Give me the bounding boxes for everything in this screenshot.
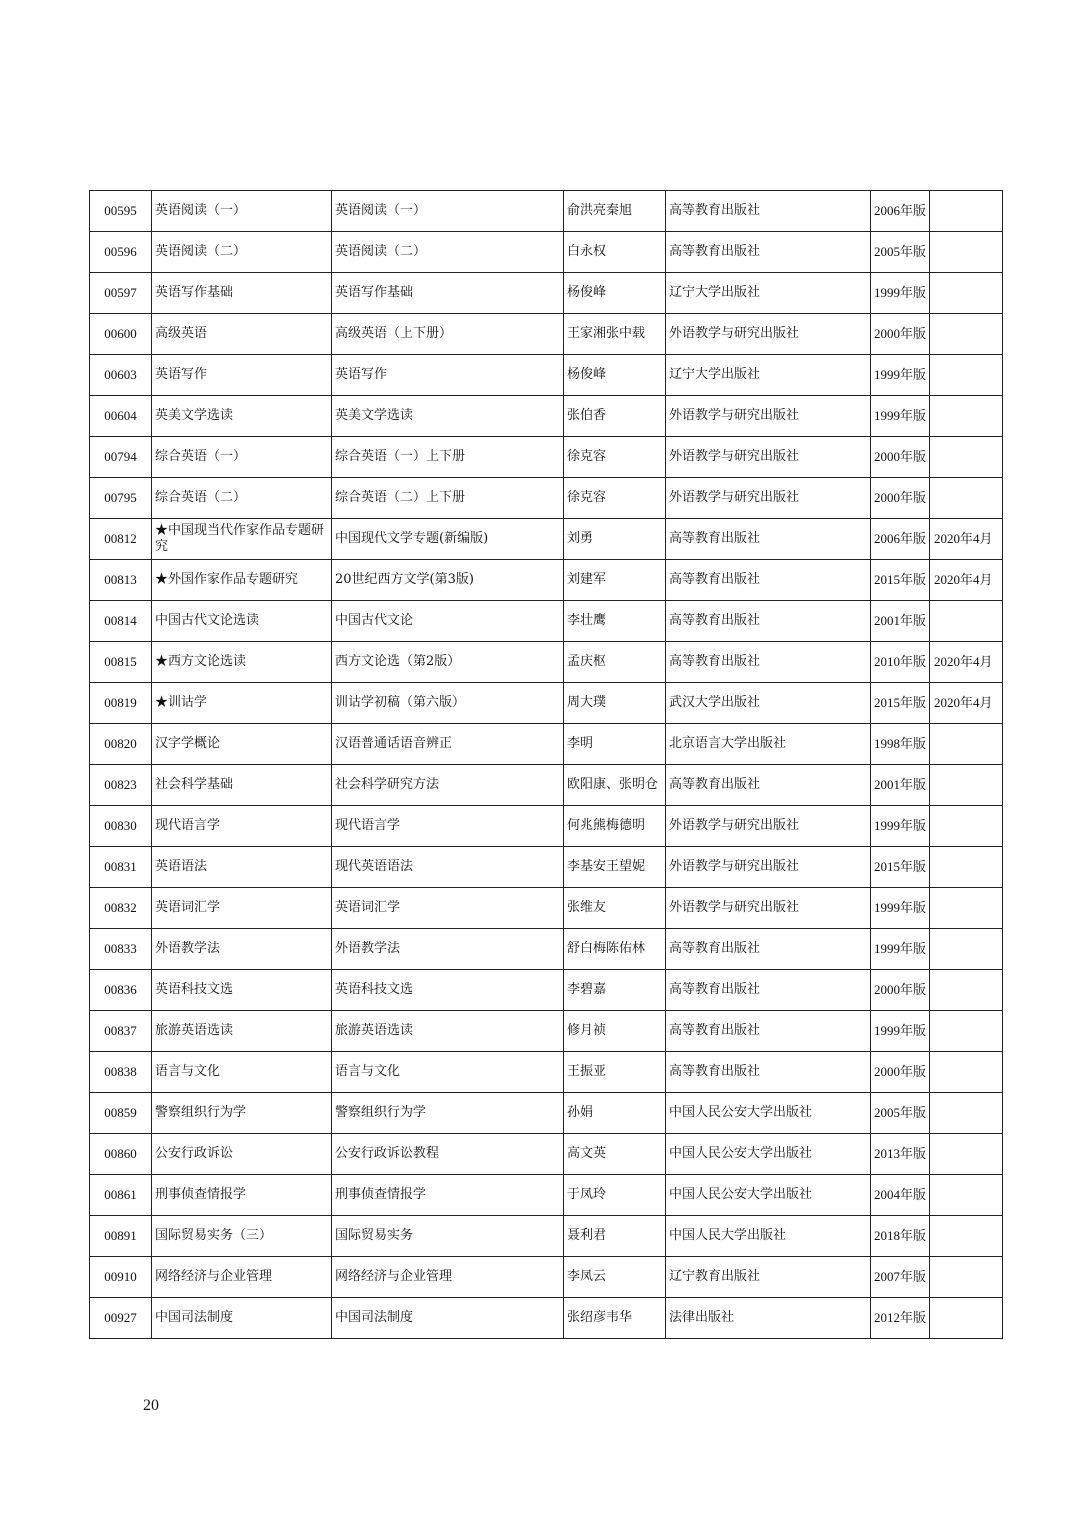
author-cell: 徐克容 (564, 437, 666, 478)
course-name-cell: 国际贸易实务（三） (152, 1216, 332, 1257)
effective-date-cell: 2020年4月 (930, 560, 1003, 601)
effective-date-cell (930, 601, 1003, 642)
course-name-cell: 综合英语（一） (152, 437, 332, 478)
textbook-title-cell: 英语阅读（一） (332, 191, 564, 232)
table-row (90, 970, 1003, 1011)
publisher-cell: 高等教育出版社 (666, 519, 871, 560)
edition-year-cell: 2015年版 (871, 560, 930, 601)
course-name-cell: 警察组织行为学 (152, 1093, 332, 1134)
author-cell: 李明 (564, 724, 666, 765)
table-row (90, 1175, 1003, 1216)
author-cell: 张维友 (564, 888, 666, 929)
course-code-cell: 00837 (90, 1011, 152, 1052)
table-row (90, 601, 1003, 642)
author-cell: 高文英 (564, 1134, 666, 1175)
course-code-cell: 00831 (90, 847, 152, 888)
publisher-cell: 高等教育出版社 (666, 929, 871, 970)
course-name-cell: ★外国作家作品专题研究 (152, 560, 332, 601)
table-row (90, 437, 1003, 478)
textbook-title-cell: 警察组织行为学 (332, 1093, 564, 1134)
effective-date-cell (930, 232, 1003, 273)
publisher-cell: 高等教育出版社 (666, 601, 871, 642)
course-code-cell: 00814 (90, 601, 152, 642)
effective-date-cell (930, 314, 1003, 355)
effective-date-cell (930, 765, 1003, 806)
effective-date-cell (930, 1175, 1003, 1216)
course-name-cell: 公安行政诉讼 (152, 1134, 332, 1175)
publisher-cell: 外语教学与研究出版社 (666, 478, 871, 519)
table-row (90, 1093, 1003, 1134)
publisher-cell: 外语教学与研究出版社 (666, 396, 871, 437)
textbook-title-cell: 英美文学选读 (332, 396, 564, 437)
course-name-cell: 英语阅读（一） (152, 191, 332, 232)
course-name-cell: 英语词汇学 (152, 888, 332, 929)
publisher-cell: 中国人民公安大学出版社 (666, 1093, 871, 1134)
course-code-cell: 00596 (90, 232, 152, 273)
textbook-title-cell: 英语写作基础 (332, 273, 564, 314)
author-cell: 孙娟 (564, 1093, 666, 1134)
author-cell: 孟庆枢 (564, 642, 666, 683)
publisher-cell: 高等教育出版社 (666, 560, 871, 601)
effective-date-cell (930, 191, 1003, 232)
course-code-cell: 00815 (90, 642, 152, 683)
textbook-title-cell: 网络经济与企业管理 (332, 1257, 564, 1298)
textbook-title-cell: 现代语言学 (332, 806, 564, 847)
publisher-cell: 高等教育出版社 (666, 1011, 871, 1052)
course-name-cell: 英语写作 (152, 355, 332, 396)
edition-year-cell: 1999年版 (871, 355, 930, 396)
textbook-table (89, 190, 1003, 1339)
course-code-cell: 00860 (90, 1134, 152, 1175)
publisher-cell: 高等教育出版社 (666, 1052, 871, 1093)
edition-year-cell: 2012年版 (871, 1298, 930, 1339)
effective-date-cell: 2020年4月 (930, 683, 1003, 724)
edition-year-cell: 1999年版 (871, 806, 930, 847)
course-name-cell: 英语科技文选 (152, 970, 332, 1011)
author-cell: 张绍彦韦华 (564, 1298, 666, 1339)
effective-date-cell (930, 1052, 1003, 1093)
table-row (90, 1052, 1003, 1093)
textbook-title-cell: 外语教学法 (332, 929, 564, 970)
page-number: 20 (143, 1397, 159, 1414)
publisher-cell: 高等教育出版社 (666, 970, 871, 1011)
author-cell: 李基安王望妮 (564, 847, 666, 888)
author-cell: 徐克容 (564, 478, 666, 519)
author-cell: 舒白梅陈佑林 (564, 929, 666, 970)
course-code-cell: 00838 (90, 1052, 152, 1093)
edition-year-cell: 2001年版 (871, 601, 930, 642)
edition-year-cell: 2000年版 (871, 970, 930, 1011)
course-code-cell: 00910 (90, 1257, 152, 1298)
course-code-cell: 00836 (90, 970, 152, 1011)
edition-year-cell: 2001年版 (871, 765, 930, 806)
textbook-title-cell: 英语写作 (332, 355, 564, 396)
table-row (90, 888, 1003, 929)
publisher-cell: 武汉大学出版社 (666, 683, 871, 724)
textbook-title-cell: 中国司法制度 (332, 1298, 564, 1339)
textbook-title-cell: 语言与文化 (332, 1052, 564, 1093)
publisher-cell: 外语教学与研究出版社 (666, 806, 871, 847)
author-cell: 张伯香 (564, 396, 666, 437)
table-row (90, 1298, 1003, 1339)
course-name-cell: 英语语法 (152, 847, 332, 888)
table-row (90, 724, 1003, 765)
course-name-cell: 中国司法制度 (152, 1298, 332, 1339)
table-row (90, 642, 1003, 683)
edition-year-cell: 2000年版 (871, 314, 930, 355)
effective-date-cell (930, 273, 1003, 314)
edition-year-cell: 2000年版 (871, 437, 930, 478)
course-name-cell: 刑事侦查情报学 (152, 1175, 332, 1216)
effective-date-cell (930, 1093, 1003, 1134)
textbook-title-cell: 高级英语（上下册） (332, 314, 564, 355)
textbook-title-cell: 英语科技文选 (332, 970, 564, 1011)
course-code-cell: 00833 (90, 929, 152, 970)
textbook-title-cell: 中国现代文学专题(新编版) (332, 519, 564, 560)
course-name-cell: 旅游英语选读 (152, 1011, 332, 1052)
effective-date-cell (930, 929, 1003, 970)
textbook-title-cell: 综合英语（二）上下册 (332, 478, 564, 519)
table-row (90, 314, 1003, 355)
textbook-title-cell: 训诂学初稿（第六版） (332, 683, 564, 724)
publisher-cell: 高等教育出版社 (666, 191, 871, 232)
table-row (90, 1216, 1003, 1257)
course-code-cell: 00794 (90, 437, 152, 478)
edition-year-cell: 2000年版 (871, 1052, 930, 1093)
author-cell: 俞洪亮秦旭 (564, 191, 666, 232)
textbook-title-cell: 国际贸易实务 (332, 1216, 564, 1257)
textbook-title-cell: 现代英语语法 (332, 847, 564, 888)
course-name-cell: 英美文学选读 (152, 396, 332, 437)
course-code-cell: 00859 (90, 1093, 152, 1134)
edition-year-cell: 2007年版 (871, 1257, 930, 1298)
course-code-cell: 00823 (90, 765, 152, 806)
effective-date-cell (930, 355, 1003, 396)
edition-year-cell: 1999年版 (871, 1011, 930, 1052)
course-name-cell: 社会科学基础 (152, 765, 332, 806)
textbook-title-cell: 社会科学研究方法 (332, 765, 564, 806)
edition-year-cell: 1999年版 (871, 396, 930, 437)
textbook-title-cell: 汉语普通话语音辨正 (332, 724, 564, 765)
course-code-cell: 00595 (90, 191, 152, 232)
course-name-cell: 汉字学概论 (152, 724, 332, 765)
author-cell: 李壮鹰 (564, 601, 666, 642)
table-row (90, 1011, 1003, 1052)
publisher-cell: 高等教育出版社 (666, 232, 871, 273)
publisher-cell: 法律出版社 (666, 1298, 871, 1339)
course-code-cell: 00600 (90, 314, 152, 355)
course-code-cell: 00891 (90, 1216, 152, 1257)
publisher-cell: 外语教学与研究出版社 (666, 437, 871, 478)
table-body (90, 191, 1003, 1339)
table-row (90, 806, 1003, 847)
textbook-title-cell: 中国古代文论 (332, 601, 564, 642)
edition-year-cell: 1999年版 (871, 888, 930, 929)
textbook-title-cell: 刑事侦查情报学 (332, 1175, 564, 1216)
textbook-title-cell: 英语阅读（二） (332, 232, 564, 273)
table-row (90, 1257, 1003, 1298)
publisher-cell: 中国人民大学出版社 (666, 1216, 871, 1257)
course-name-cell: 英语写作基础 (152, 273, 332, 314)
author-cell: 刘勇 (564, 519, 666, 560)
effective-date-cell: 2020年4月 (930, 519, 1003, 560)
course-code-cell: 00820 (90, 724, 152, 765)
author-cell: 周大璞 (564, 683, 666, 724)
table-row (90, 273, 1003, 314)
table-row (90, 232, 1003, 273)
effective-date-cell: 2020年4月 (930, 642, 1003, 683)
publisher-cell: 辽宁大学出版社 (666, 355, 871, 396)
table-row (90, 478, 1003, 519)
course-name-cell: ★训诂学 (152, 683, 332, 724)
edition-year-cell: 2005年版 (871, 1093, 930, 1134)
course-name-cell: 语言与文化 (152, 1052, 332, 1093)
course-code-cell: 00832 (90, 888, 152, 929)
course-name-cell: 外语教学法 (152, 929, 332, 970)
author-cell: 刘建军 (564, 560, 666, 601)
effective-date-cell (930, 1011, 1003, 1052)
table-row (90, 929, 1003, 970)
course-name-cell: 中国古代文论选读 (152, 601, 332, 642)
author-cell: 何兆熊梅德明 (564, 806, 666, 847)
effective-date-cell (930, 888, 1003, 929)
table-row (90, 765, 1003, 806)
effective-date-cell (930, 970, 1003, 1011)
course-name-cell: 英语阅读（二） (152, 232, 332, 273)
edition-year-cell: 2000年版 (871, 478, 930, 519)
course-code-cell: 00812 (90, 519, 152, 560)
textbook-title-cell: 综合英语（一）上下册 (332, 437, 564, 478)
publisher-cell: 中国人民公安大学出版社 (666, 1175, 871, 1216)
course-code-cell: 00830 (90, 806, 152, 847)
effective-date-cell (930, 724, 1003, 765)
effective-date-cell (930, 1257, 1003, 1298)
publisher-cell: 辽宁教育出版社 (666, 1257, 871, 1298)
edition-year-cell: 1999年版 (871, 273, 930, 314)
effective-date-cell (930, 806, 1003, 847)
publisher-cell: 高等教育出版社 (666, 642, 871, 683)
table-row (90, 191, 1003, 232)
author-cell: 白永权 (564, 232, 666, 273)
author-cell: 王家湘张中载 (564, 314, 666, 355)
course-code-cell: 00861 (90, 1175, 152, 1216)
edition-year-cell: 2010年版 (871, 642, 930, 683)
course-name-cell: 现代语言学 (152, 806, 332, 847)
table-row (90, 519, 1003, 560)
author-cell: 李凤云 (564, 1257, 666, 1298)
edition-year-cell: 1999年版 (871, 929, 930, 970)
course-name-cell: 高级英语 (152, 314, 332, 355)
course-code-cell: 00604 (90, 396, 152, 437)
publisher-cell: 外语教学与研究出版社 (666, 888, 871, 929)
author-cell: 李碧嘉 (564, 970, 666, 1011)
publisher-cell: 外语教学与研究出版社 (666, 847, 871, 888)
effective-date-cell (930, 437, 1003, 478)
edition-year-cell: 2015年版 (871, 683, 930, 724)
course-name-cell: ★中国现当代作家作品专题研究 (152, 519, 332, 560)
course-code-cell: 00597 (90, 273, 152, 314)
edition-year-cell: 2006年版 (871, 191, 930, 232)
author-cell: 王振亚 (564, 1052, 666, 1093)
course-code-cell: 00819 (90, 683, 152, 724)
effective-date-cell (930, 478, 1003, 519)
table-row (90, 355, 1003, 396)
edition-year-cell: 2004年版 (871, 1175, 930, 1216)
effective-date-cell (930, 1216, 1003, 1257)
author-cell: 于凤玲 (564, 1175, 666, 1216)
edition-year-cell: 2013年版 (871, 1134, 930, 1175)
table-row (90, 560, 1003, 601)
publisher-cell: 北京语言大学出版社 (666, 724, 871, 765)
effective-date-cell (930, 847, 1003, 888)
table-row (90, 1134, 1003, 1175)
course-code-cell: 00813 (90, 560, 152, 601)
author-cell: 聂利君 (564, 1216, 666, 1257)
table-row (90, 683, 1003, 724)
edition-year-cell: 2018年版 (871, 1216, 930, 1257)
textbook-title-cell: 20世纪西方文学(第3版) (332, 560, 564, 601)
author-cell: 修月祯 (564, 1011, 666, 1052)
textbook-title-cell: 公安行政诉讼教程 (332, 1134, 564, 1175)
textbook-title-cell: 旅游英语选读 (332, 1011, 564, 1052)
effective-date-cell (930, 1298, 1003, 1339)
course-code-cell: 00927 (90, 1298, 152, 1339)
textbook-title-cell: 英语词汇学 (332, 888, 564, 929)
edition-year-cell: 2006年版 (871, 519, 930, 560)
course-name-cell: 综合英语（二） (152, 478, 332, 519)
table-row (90, 847, 1003, 888)
publisher-cell: 辽宁大学出版社 (666, 273, 871, 314)
course-code-cell: 00603 (90, 355, 152, 396)
edition-year-cell: 2015年版 (871, 847, 930, 888)
publisher-cell: 高等教育出版社 (666, 765, 871, 806)
effective-date-cell (930, 1134, 1003, 1175)
edition-year-cell: 2005年版 (871, 232, 930, 273)
effective-date-cell (930, 396, 1003, 437)
edition-year-cell: 1998年版 (871, 724, 930, 765)
author-cell: 欧阳康、张明仓 (564, 765, 666, 806)
table-row (90, 396, 1003, 437)
course-name-cell: ★西方文论选读 (152, 642, 332, 683)
course-code-cell: 00795 (90, 478, 152, 519)
course-name-cell: 网络经济与企业管理 (152, 1257, 332, 1298)
author-cell: 杨俊峰 (564, 273, 666, 314)
publisher-cell: 中国人民公安大学出版社 (666, 1134, 871, 1175)
publisher-cell: 外语教学与研究出版社 (666, 314, 871, 355)
textbook-title-cell: 西方文论选（第2版） (332, 642, 564, 683)
author-cell: 杨俊峰 (564, 355, 666, 396)
